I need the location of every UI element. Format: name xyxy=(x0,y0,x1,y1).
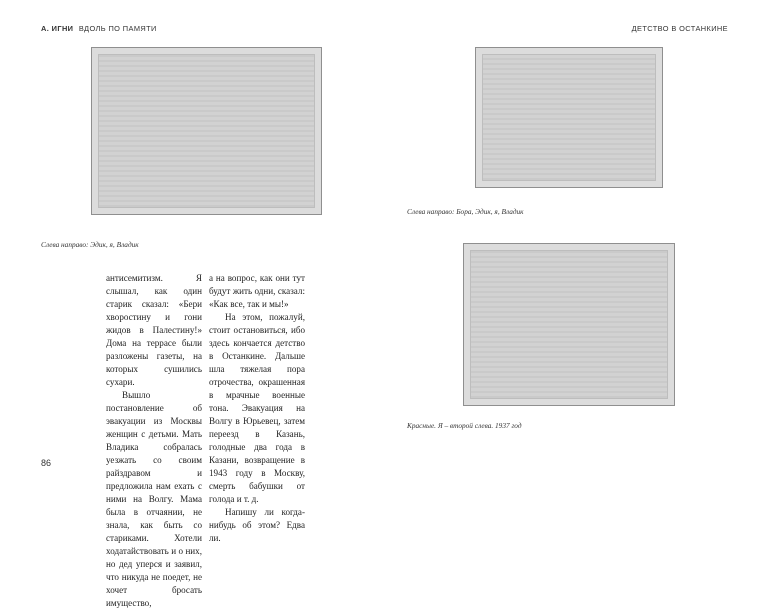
text-column-left xyxy=(106,272,202,610)
photo-image-area xyxy=(482,54,656,181)
paragraph: Напишу ли когда-нибудь об этом? Едва ли. xyxy=(209,507,305,543)
photo-boys-on-bicycles xyxy=(91,47,322,215)
text-column-right xyxy=(209,272,305,545)
paragraph: На этом, пожалуй, стоит остановиться, ибо здесь кончается детство в Останкине. Дальше шла тяжелая пора отрочества, окрашенная в мрачные военные тона. Эвакуация на Волгу в Юрьевец, затем переезд в Казань, голодные два года в Казани, возвращение в 1943 году в Москву, смерть бабушки от голода и т. д. xyxy=(209,312,305,504)
photo-winter-group xyxy=(463,243,675,406)
paragraph: а на вопрос, как они тут будут жить одни, сказал: «Как все, так и мы!» xyxy=(209,273,305,309)
photo-caption-1: Слева направо: Эдик, я, Владик xyxy=(41,240,139,249)
photo-caption-2: Слева направо: Бора, Эдик, я, Владик xyxy=(407,207,524,216)
photo-children-sitting xyxy=(475,47,663,188)
header-book-title: ВДОЛЬ ПО ПАМЯТИ xyxy=(78,24,157,33)
paragraph: Вышло постановление об эвакуации из Москвы женщин с детьми. Мать Владика собралась уезжать со своим райздравом и предложила нам ехать с ними на Волгу. Мама была в отчаянии, не знала, как быть со стариками. Хотели ходатайствовать и о них, но дед уперся и заявил, что никуда не поедет, не хочет бросать имущество, xyxy=(106,390,202,608)
photo-caption-3: Красные. Я – второй слева. 1937 год xyxy=(407,421,522,430)
running-header-right: ДЕТСТВО В ОСТАНКИНЕ xyxy=(631,24,728,33)
header-author: А. ИГНИ xyxy=(41,24,74,33)
paragraph: антисемитизм. Я слышал, как один старик сказал: «Бери хворостину и гони жидов в Палестину!» Дома на террасе были разложены газеты, на которых сушились сухари. xyxy=(106,273,202,387)
photo-image-area xyxy=(470,250,668,399)
running-header-left xyxy=(41,24,157,33)
page-number: 86 xyxy=(41,458,52,468)
photo-image-area xyxy=(98,54,315,208)
